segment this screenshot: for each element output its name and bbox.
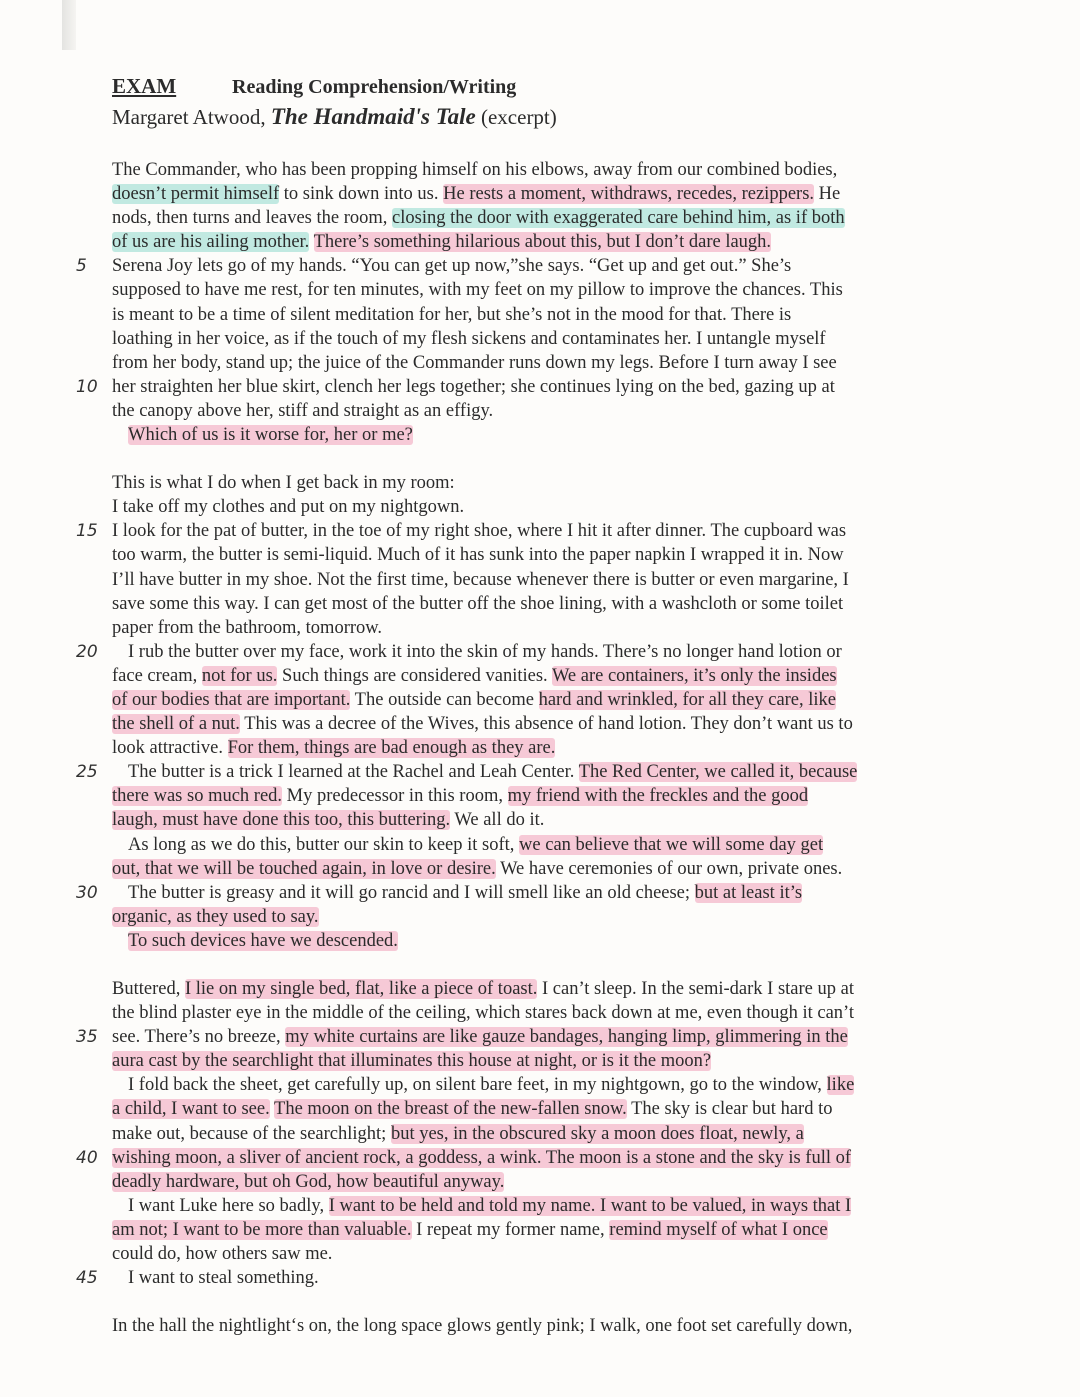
highlight-pink: wishing moon, a sliver of ancient rock, a goddess, a wink. The moon is a stone and the sky is full of	[112, 1147, 852, 1168]
line-number: 10	[76, 376, 98, 397]
highlight-pink: there was so much red.	[112, 786, 283, 807]
passage-line: This is what I do when I get back in my room:	[112, 473, 455, 494]
author-name: Margaret Atwood,	[112, 105, 266, 129]
highlight-pink: my friend with the freckles and the good	[507, 786, 809, 807]
passage-line: In the hall the nightlight‘s on, the long space glows gently pink; I walk, one foot set carefully down,	[112, 1316, 853, 1337]
passage-line: from her body, stand up; the juice of the Commander runs down my legs. Before I turn away I see	[112, 352, 837, 373]
passage-line: loathing in her voice, as if the touch of my flesh sickens and contaminates her. I untangle myself	[112, 328, 826, 349]
passage-line: doesn’t permit himself to sink down into us. He rests a moment, withdraws, recedes, rezippers. He	[112, 184, 841, 205]
passage-line: 10 her straighten her blue skirt, clench her legs together; she continues lying on the bed, gazing up at	[112, 375, 942, 399]
exam-label: EXAM	[112, 74, 177, 98]
passage-line: is meant to be a time of silent meditation for her, but she’s not in the mood for that. There is	[112, 304, 792, 325]
passage-line: paper from the bathroom, tomorrow.	[112, 617, 383, 638]
passage-line: I fold back the sheet, get carefully up, on silent bare feet, in my nightgown, go to the window, like	[128, 1075, 855, 1096]
passage-line: 30 The butter is greasy and it will go rancid and I will smell like an old cheese; but at least it’s	[112, 881, 942, 905]
passage-line: the shell of a nut. This was a decree of the Wives, this absence of hand lotion. They don’t want us to	[112, 714, 853, 735]
passage-line: the blind plaster eye in the middle of the ceiling, which stares back down at me, even though it can’t	[112, 1003, 855, 1024]
highlight-green: of us are his ailing mother.	[112, 232, 310, 253]
passage-line: 25 The butter is a trick I learned at the Rachel and Leah Center. The Red Center, we called it, because	[112, 760, 942, 784]
highlight-pink: my white curtains are like gauze bandages, hanging limp, glimmering in the	[285, 1027, 848, 1048]
passage-line: there was so much red. My predecessor in this room, my friend with the freckles and the good	[112, 786, 809, 807]
highlight-pink: am not; I want to be more than valuable.	[112, 1219, 412, 1240]
line-number: 25	[76, 762, 98, 783]
passage-line: too warm, the butter is semi-liquid. Much of it has sunk into the paper napkin I wrapped it in. Now	[112, 545, 844, 566]
line-number: 20	[76, 641, 98, 662]
passage-line	[112, 230, 942, 254]
highlight-pink: a child, I want to see.	[112, 1099, 270, 1120]
highlight-pink: but yes, in the obscured sky a moon does float, newly, a	[390, 1123, 804, 1144]
line-number: 5	[76, 256, 87, 277]
passage	[76, 158, 942, 1338]
passage-line	[112, 423, 942, 447]
passage-line: I take off my clothes and put on my nightgown.	[112, 497, 465, 518]
passage-line: I’ll have butter in my shoe. Not the first time, because whenever there is butter or even margarine, I	[112, 569, 849, 590]
highlight-pink: I lie on my single bed, flat, like a piece of toast.	[184, 979, 538, 999]
passage-line: a child, I want to see. The moon on the breast of the new-fallen snow. The sky is clear but hard to	[112, 1099, 833, 1120]
passage-line: 5 Serena Joy lets go of my hands. “You can get up now,”she says. “Get up and get out.” She’s	[112, 254, 942, 278]
passage-line: supposed to have me rest, for ten minutes, with my feet on my pillow to improve the chances. This	[112, 280, 843, 301]
highlight-pink: The moon on the breast of the new-fallen snow.	[274, 1099, 627, 1120]
passage-line: face cream, not for us. Such things are considered vanities. We are containers, it’s only the insides	[112, 665, 837, 686]
highlight-pink: There’s something hilarious about this, but I don’t dare laugh.	[313, 232, 772, 253]
highlight-pink: To such devices have we descended.	[128, 930, 398, 951]
highlight-pink: organic, as they used to say.	[112, 906, 319, 927]
highlight-pink: of our bodies that are important.	[112, 689, 351, 710]
highlight-pink: deadly hardware, but oh God, how beautiful anyway.	[112, 1171, 505, 1192]
highlight-pink: hard and wrinkled, for all they care, like	[538, 689, 837, 710]
passage-line: could do, how others saw me.	[112, 1244, 333, 1265]
highlight-pink: the shell of a nut.	[112, 714, 240, 735]
highlight-green: doesn’t permit himself	[112, 184, 280, 205]
highlight-pink: like	[826, 1075, 855, 1096]
passage-line: 20 I rub the butter over my face, work it into the skin of my hands. There’s no longer hand lotion or	[112, 640, 942, 664]
passage-line: 15 I look for the pat of butter, in the toe of my right shoe, where I hit it after dinner. The cupboard was	[112, 519, 942, 543]
passage-line: of our bodies that are important. The outside can become hard and wrinkled, for all they care, like	[112, 689, 837, 710]
passage-line: make out, because of the searchlight; but yes, in the obscured sky a moon does float, newly, a	[112, 1123, 804, 1144]
highlight-pink: we can believe that we will some day get	[519, 834, 824, 855]
excerpt-note: (excerpt)	[480, 105, 557, 129]
passage-line: As long as we do this, butter our skin to keep it soft, we can believe that we will some day get	[128, 834, 824, 855]
highlight-pink: He rests a moment, withdraws, recedes, rezippers.	[443, 184, 815, 205]
line-number: 45	[76, 1268, 98, 1289]
highlight-pink: remind myself of what I once	[609, 1219, 828, 1240]
highlight-pink: We are containers, it’s only the insides	[551, 665, 837, 686]
passage-line: out, that we will be touched again, in love or desire. We have ceremonies of our own, private ones.	[112, 858, 843, 879]
highlight-pink: not for us.	[201, 665, 278, 686]
line-number: 15	[76, 521, 98, 542]
highlight-pink: out, that we will be touched again, in love or desire.	[112, 858, 496, 879]
passage-line: 35 see. There’s no breeze, my white curtains are like gauze bandages, hanging limp, glimmering in the	[112, 1025, 942, 1049]
passage-line	[112, 929, 942, 953]
line-number: 30	[76, 882, 98, 903]
passage-line: 45 I want to steal something.	[112, 1266, 942, 1290]
section-title: Reading Comprehension/Writing	[232, 76, 517, 98]
highlight-pink: The Red Center, we called it, because	[578, 762, 858, 783]
passage-line: Buttered, I lie on my single bed, flat, like a piece of toast. I can’t sleep. In the semi-dark I stare up at	[112, 979, 854, 999]
passage-line: look attractive. For them, things are bad enough as they are.	[112, 738, 556, 759]
passage-line: save some this way. I can get most of the butter off the shoe lining, with a washcloth or some toilet	[112, 593, 844, 614]
line-number: 40	[76, 1147, 98, 1168]
highlight-pink: I want to be held and told my name. I want to be valued, in ways that I	[328, 1195, 852, 1216]
passage-line	[112, 1170, 942, 1194]
highlight-pink: aura cast by the searchlight that illuminates this house at night, or is it the moon?	[112, 1051, 712, 1072]
passage-line	[112, 1049, 942, 1073]
passage-line: The Commander, who has been propping himself on his elbows, away from our combined bodies,	[112, 160, 838, 180]
passage-line: laugh, must have done this too, this buttering. We all do it.	[112, 810, 545, 831]
passage-line: am not; I want to be more than valuable. I repeat my former name, remind myself of what I once	[112, 1219, 828, 1240]
source-line	[112, 104, 932, 130]
highlight-pink: Which of us is it worse for, her or me?	[128, 425, 413, 446]
passage-line	[76, 1146, 942, 1170]
highlight-pink: For them, things are bad enough as they are.	[227, 738, 556, 759]
highlight-pink: laugh, must have done this too, this buttering.	[112, 810, 451, 831]
exam-header	[112, 74, 932, 130]
passage-line: the canopy above her, stiff and straight as an effigy.	[112, 400, 494, 421]
book-title: The Handmaid's Tale	[270, 104, 476, 129]
passage-line: I want Luke here so badly, I want to be held and told my name. I want to be valued, in ways that I	[128, 1195, 852, 1216]
line-number: 35	[76, 1027, 98, 1048]
highlight-pink: but at least it’s	[694, 882, 803, 903]
passage-line: nods, then turns and leaves the room, closing the door with exaggerated care behind him, as if both	[112, 208, 845, 229]
highlight-green: closing the door with exaggerated care behind him, as if both	[392, 208, 845, 229]
passage-line	[112, 905, 942, 929]
